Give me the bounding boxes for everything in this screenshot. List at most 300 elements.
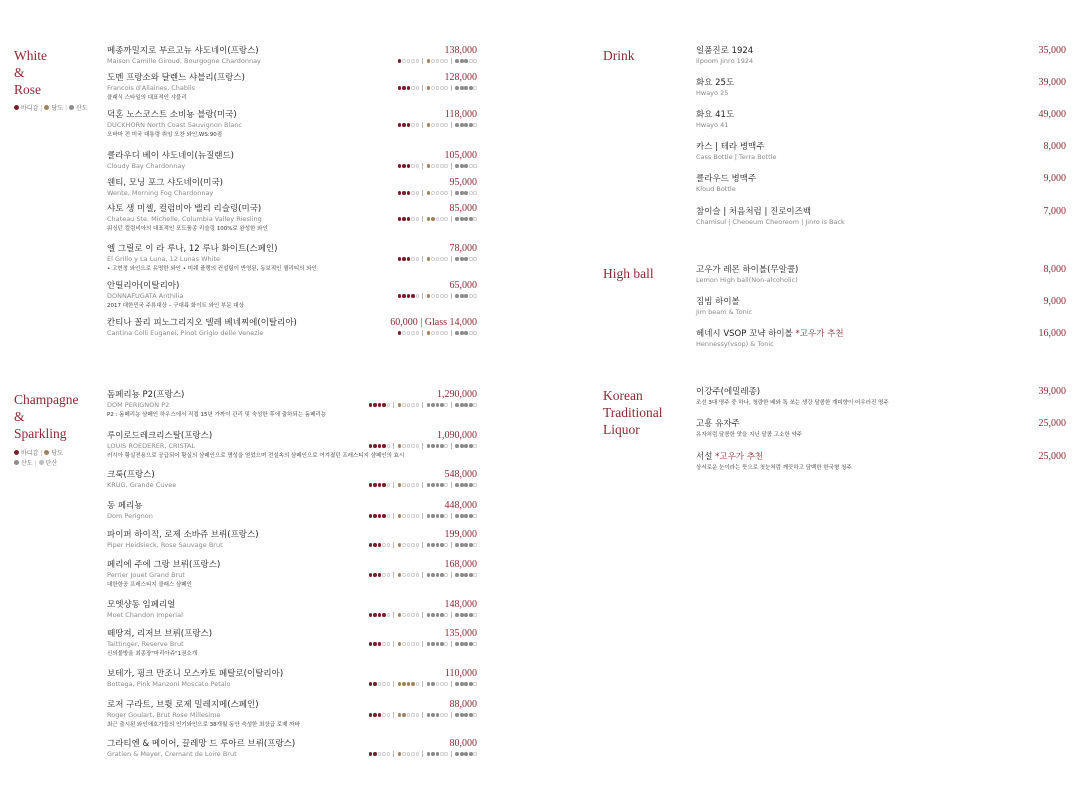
rating-dot: [460, 86, 464, 90]
item-name: [107, 244, 477, 255]
item-english-name: Cass Bottle | Terra Bottle: [696, 153, 777, 161]
rating-dot: [444, 713, 448, 717]
rating-dot: [460, 217, 464, 221]
rating-dot: [407, 331, 411, 335]
rating-dot: [473, 682, 477, 686]
rating-dot: [436, 164, 440, 168]
rating-dot: [431, 543, 435, 547]
rating-dot: [440, 86, 444, 90]
rating-dot: [411, 752, 415, 756]
rating-separator: [422, 641, 423, 647]
legend-separator: |: [65, 105, 68, 112]
rating-dot: [473, 257, 477, 261]
rating-dot: [398, 543, 402, 547]
rating-dot: [431, 514, 435, 518]
rating-dot: [427, 613, 431, 617]
menu-item: [107, 739, 477, 759]
item-price: 105,000: [444, 150, 477, 161]
rating-dot: [444, 444, 448, 448]
rating-dot: [402, 514, 406, 518]
rating-dot: [382, 713, 386, 717]
item-price: 448,000: [444, 500, 477, 511]
rating-dot: [440, 642, 444, 646]
rating-dot: [464, 682, 468, 686]
rating-separator: [393, 443, 394, 449]
rating-separator: [451, 293, 452, 299]
rating-dot: [402, 613, 406, 617]
rating-separator: [451, 443, 452, 449]
item-name-text: 카스 | 테라 병맥주: [696, 142, 765, 152]
rating-separator: [451, 681, 452, 687]
rating-dot: [427, 123, 431, 127]
item-name-text: 클라우드 병맥주: [696, 174, 757, 184]
item-name: [107, 560, 477, 571]
legend-label: 산도: [76, 105, 88, 112]
rating-dot: [411, 123, 415, 127]
rating-dot: [460, 444, 464, 448]
rating-dot: [382, 543, 386, 547]
rating-dot: [402, 123, 406, 127]
rating-dot: [407, 682, 411, 686]
item-price: 110,000: [444, 668, 477, 679]
rating-dot: [416, 642, 420, 646]
menu-item: [107, 600, 477, 620]
rating-dot: [460, 642, 464, 646]
rating-dot: [373, 514, 377, 518]
item-name: [696, 265, 1066, 276]
rating-dot: [455, 514, 459, 518]
menu-item: [696, 174, 1066, 194]
item-name-text: 보테가, 핑크 만조니 모스카토 페탈로(이탈리아): [107, 669, 284, 679]
rating-dot: [473, 514, 477, 518]
item-english-name: Francois d'Allaines, Chablis: [107, 84, 196, 92]
rating-dot: [469, 86, 473, 90]
rating-dots: [397, 58, 477, 64]
rating-dot: [469, 123, 473, 127]
rating-dots: [397, 216, 477, 222]
rating-dot: [460, 573, 464, 577]
rating-dot: [440, 294, 444, 298]
rating-dot: [378, 514, 382, 518]
item-name: [107, 110, 477, 121]
item-name-text: 떼땅져, 리저브 브뤼(프랑스): [107, 629, 213, 639]
menu-item: [696, 452, 1066, 473]
rating-dots: [368, 681, 477, 687]
item-name-text: 화요 25도: [696, 78, 735, 88]
rating-separator: [422, 293, 423, 299]
rating-dot: [411, 483, 415, 487]
rating-dot: [436, 331, 440, 335]
rating-dot: [436, 444, 440, 448]
rating-dot: [398, 164, 402, 168]
rating-dot: [431, 403, 435, 407]
item-name-text: 고흥 유자주: [696, 419, 740, 429]
item-name: [107, 470, 477, 481]
rating-dot: [411, 164, 415, 168]
rating-dot: [416, 483, 420, 487]
rating-dot: [431, 713, 435, 717]
rating-dot: [469, 444, 473, 448]
rating-dot: [473, 403, 477, 407]
item-name: [107, 281, 477, 292]
rating-dot: [427, 294, 431, 298]
rating-dot: [402, 444, 406, 448]
item-price: 1,090,000: [437, 430, 477, 441]
rating-dot: [402, 59, 406, 63]
rating-dot: [444, 123, 448, 127]
rating-dot: [427, 642, 431, 646]
rating-dots: [368, 482, 477, 488]
rating-dot: [431, 613, 435, 617]
rating-dot: [387, 573, 391, 577]
rating-dot: [416, 543, 420, 547]
rating-dot: [431, 59, 435, 63]
rating-dot: [407, 403, 411, 407]
rating-dot: [378, 713, 382, 717]
rating-dot: [431, 331, 435, 335]
item-name-text: 메종까밀지로 부르고뉴 샤도네이(프랑스): [107, 46, 259, 56]
rating-dot: [398, 613, 402, 617]
rating-dot: [455, 682, 459, 686]
rating-dot: [402, 257, 406, 261]
rating-dot: [407, 294, 411, 298]
rating-dot: [378, 573, 382, 577]
section-title-korean-traditional-liquor: Korean Traditional Liquor: [603, 388, 663, 437]
recommend-tag: *고우가 추천: [715, 452, 764, 462]
rating-dot: [416, 514, 420, 518]
rating-dot: [431, 444, 435, 448]
rating-dot: [407, 573, 411, 577]
item-price: 25,000: [1038, 418, 1066, 429]
rating-dot: [436, 752, 440, 756]
item-name: [107, 204, 477, 215]
item-price: 49,000: [1038, 109, 1066, 120]
legend-dot: [14, 105, 19, 110]
item-english-name: Piper Heidsieck, Rose Sauvage Brut: [107, 541, 223, 549]
item-description: 조선 3대 명주 중 하나, 청량한 배와 톡 쏘는 생강 달콤한 계피향이 어우러진 명주: [696, 400, 889, 406]
menu-item: [107, 629, 477, 659]
section-title-white-rose: White & Rose: [14, 48, 47, 97]
item-name-text: 모엣샹동 임페리얼: [107, 600, 176, 610]
rating-dot: [440, 573, 444, 577]
rating-dot: [431, 483, 435, 487]
rating-dot: [407, 257, 411, 261]
rating-dot: [469, 713, 473, 717]
item-description: P2 : 돔페리뇽 샴페인 하우스에서 직접 15년 가까이 관리 및 숙성한 후에 출하되는 돔페리뇽: [107, 412, 327, 418]
item-price: 35,000: [1038, 45, 1066, 56]
rating-dot: [398, 403, 402, 407]
rating-dot: [464, 514, 468, 518]
rating-dot: [407, 217, 411, 221]
rating-dots: [368, 513, 477, 519]
rating-dot: [387, 682, 391, 686]
rating-dot: [378, 613, 382, 617]
item-name-text: 샤토 생 미셸, 컬럼비아 밸리 리슬링(미국): [107, 204, 262, 214]
rating-dot: [469, 543, 473, 547]
rating-dot: [407, 713, 411, 717]
rating-dot: [469, 403, 473, 407]
rating-dot: [398, 444, 402, 448]
rating-dot: [382, 682, 386, 686]
menu-item: [107, 390, 477, 420]
rating-dot: [464, 294, 468, 298]
rating-dot: [464, 217, 468, 221]
rating-dot: [473, 191, 477, 195]
rating-dot: [460, 713, 464, 717]
rating-dot: [444, 86, 448, 90]
rating-dot: [464, 123, 468, 127]
rating-dots: [368, 572, 477, 578]
rating-dot: [464, 543, 468, 547]
rating-dot: [387, 543, 391, 547]
rating-dot: [431, 257, 435, 261]
rating-dot: [369, 483, 373, 487]
item-price: 1,290,000: [437, 389, 477, 400]
menu-item: [107, 318, 477, 338]
rating-dot: [444, 257, 448, 261]
menu-item: [696, 329, 1066, 349]
item-name-text: 화요 41도: [696, 110, 735, 120]
rating-legend: [14, 449, 74, 469]
rating-dot: [469, 217, 473, 221]
rating-dot: [455, 483, 459, 487]
rating-dot: [369, 403, 373, 407]
item-price: 39,000: [1038, 386, 1066, 397]
rating-separator: [422, 85, 423, 91]
rating-dot: [469, 752, 473, 756]
rating-dot: [427, 682, 431, 686]
item-price: 60,000 | Glass 14,000: [390, 317, 477, 328]
item-description: • 고현정 와인으로 유명한 와인 • 미쉐 플랭의 컨설팅이 반영된, 동보적인 퀄리티의 와인: [107, 266, 317, 272]
rating-dot: [427, 164, 431, 168]
rating-dot: [411, 217, 415, 221]
rating-dot: [427, 573, 431, 577]
rating-separator: [393, 402, 394, 408]
rating-dot: [411, 682, 415, 686]
rating-dot: [416, 191, 420, 195]
rating-dot: [436, 483, 440, 487]
item-english-name: Jim beam & Tonic: [696, 308, 753, 316]
rating-dot: [373, 543, 377, 547]
rating-dot: [464, 331, 468, 335]
rating-dots: [397, 122, 477, 128]
rating-dot: [407, 123, 411, 127]
rating-dot: [398, 191, 402, 195]
rating-dot: [431, 642, 435, 646]
rating-separator: [422, 712, 423, 718]
item-english-name: Cantina Colli Euganei, Pinot Grigio delle Venezie: [107, 329, 264, 337]
item-english-name: El Grillo y La Luna, 12 Lunas White: [107, 255, 221, 263]
rating-dot: [369, 514, 373, 518]
item-price: 95,000: [449, 177, 477, 188]
rating-dot: [440, 613, 444, 617]
rating-dot: [464, 642, 468, 646]
rating-dots: [397, 330, 477, 336]
legend-label: 탄산: [45, 460, 58, 467]
item-description: 최근 출시된 와인애호가들의 인기와인으로 38개월 동안 숙성한 최상급 로제 까바: [107, 722, 300, 728]
rating-dot: [416, 257, 420, 261]
rating-dot: [455, 59, 459, 63]
rating-dot: [431, 682, 435, 686]
rating-dot: [402, 543, 406, 547]
rating-dot: [373, 573, 377, 577]
rating-separator: [422, 163, 423, 169]
rating-dot: [398, 217, 402, 221]
rating-dot: [378, 483, 382, 487]
item-name: [696, 142, 1066, 153]
rating-separator: [451, 402, 452, 408]
item-price: 88,000: [449, 699, 477, 710]
rating-dot: [398, 514, 402, 518]
item-price: 148,000: [444, 599, 477, 610]
rating-dot: [369, 573, 373, 577]
rating-dot: [440, 752, 444, 756]
rating-dot: [460, 123, 464, 127]
rating-dot: [455, 257, 459, 261]
rating-dot: [464, 573, 468, 577]
rating-dot: [436, 573, 440, 577]
rating-dot: [398, 483, 402, 487]
rating-separator: [422, 681, 423, 687]
rating-dot: [444, 191, 448, 195]
rating-dot: [382, 483, 386, 487]
item-description: 워싱턴 컬럼비아의 대표적인 포도품종 리슬링 100%로 완성한 와인: [107, 226, 268, 232]
item-price: 80,000: [449, 738, 477, 749]
rating-dot: [469, 331, 473, 335]
rating-dot: [398, 752, 402, 756]
rating-dot: [411, 257, 415, 261]
menu-item: [696, 265, 1066, 285]
rating-dots: [397, 256, 477, 262]
rating-dot: [460, 331, 464, 335]
rating-separator: [393, 612, 394, 618]
rating-dot: [464, 257, 468, 261]
legend-dot: [14, 450, 19, 455]
rating-dot: [440, 123, 444, 127]
rating-separator: [422, 216, 423, 222]
rating-dot: [469, 191, 473, 195]
item-name-text: 헤네시 VSOP 꼬냑 하이볼: [696, 329, 796, 339]
rating-dot: [378, 403, 382, 407]
legend-dot: [14, 460, 19, 465]
rating-dot: [431, 164, 435, 168]
rating-dot: [460, 543, 464, 547]
rating-dot: [427, 217, 431, 221]
item-english-name: Wente, Morning Fog Chardonnay: [107, 189, 214, 197]
rating-dot: [411, 642, 415, 646]
item-name-text: 크룩(프랑스): [107, 470, 155, 480]
item-name-text: 루이로드레크리스탈(프랑스): [107, 431, 213, 441]
rating-dot: [398, 573, 402, 577]
rating-separator: [393, 641, 394, 647]
rating-dot: [416, 713, 420, 717]
rating-separator: [393, 681, 394, 687]
rating-dot: [416, 331, 420, 335]
rating-dot: [460, 752, 464, 756]
item-name: [696, 78, 1066, 89]
rating-dot: [469, 682, 473, 686]
rating-dot: [411, 191, 415, 195]
rating-dot: [444, 682, 448, 686]
rating-dot: [402, 331, 406, 335]
rating-dot: [469, 257, 473, 261]
item-english-name: LOUIS ROEDERER, CRISTAL: [107, 442, 196, 450]
item-english-name: Hennessy(vsop) & Tonic: [696, 340, 774, 348]
item-english-name: Bottega, Pink Manzoni Moscato Petalo: [107, 680, 231, 688]
item-name: [107, 46, 477, 57]
item-price: 128,000: [444, 72, 477, 83]
menu-item: [107, 560, 477, 590]
rating-dot: [378, 642, 382, 646]
item-name: [107, 431, 477, 442]
rating-dot: [473, 613, 477, 617]
rating-dot: [444, 59, 448, 63]
rating-dot: [436, 613, 440, 617]
menu-item: [107, 151, 477, 171]
rating-separator: [422, 58, 423, 64]
rating-dot: [398, 257, 402, 261]
rating-dot: [440, 682, 444, 686]
item-name: [107, 629, 477, 640]
rating-dot: [473, 752, 477, 756]
rating-separator: [422, 572, 423, 578]
rating-legend: [14, 104, 88, 114]
rating-dot: [416, 217, 420, 221]
rating-dot: [440, 444, 444, 448]
rating-separator: [393, 572, 394, 578]
item-price: 548,000: [444, 469, 477, 480]
menu-item: [696, 110, 1066, 130]
rating-dot: [402, 294, 406, 298]
item-english-name: Chateau Ste. Michelle, Columbia Valley Riesling: [107, 215, 262, 223]
rating-dot: [469, 164, 473, 168]
legend-label: 바디감: [21, 450, 39, 457]
item-price: 199,000: [444, 529, 477, 540]
rating-dot: [416, 164, 420, 168]
rating-dot: [407, 444, 411, 448]
rating-dots: [368, 402, 477, 408]
rating-dot: [416, 403, 420, 407]
rating-dot: [416, 752, 420, 756]
rating-dot: [398, 682, 402, 686]
rating-dot: [444, 164, 448, 168]
rating-dot: [460, 294, 464, 298]
rating-dot: [382, 613, 386, 617]
rating-dot: [440, 483, 444, 487]
rating-separator: [422, 542, 423, 548]
item-english-name: DONNAFUGATA Anthilia: [107, 292, 184, 300]
item-description: 러시아 황실전용으로 공급되어 황실의 샴페인으로 명성을 얻었으며 전설속의 샴페인으로 여겨졌던 프레스티지 샴페인의 효시: [107, 453, 405, 459]
rating-dot: [460, 257, 464, 261]
rating-dot: [427, 752, 431, 756]
rating-separator: [422, 122, 423, 128]
rating-dot: [387, 713, 391, 717]
item-english-name: KRUG, Grande Cuvee: [107, 481, 177, 489]
rating-dot: [373, 642, 377, 646]
rating-dot: [431, 123, 435, 127]
rating-dot: [440, 164, 444, 168]
rating-dot: [440, 543, 444, 547]
rating-dot: [460, 483, 464, 487]
rating-dot: [440, 713, 444, 717]
rating-dot: [402, 217, 406, 221]
rating-dot: [416, 59, 420, 63]
rating-dot: [473, 217, 477, 221]
rating-dot: [373, 613, 377, 617]
rating-separator: [393, 513, 394, 519]
item-price: 8,000: [1043, 141, 1066, 152]
rating-dot: [427, 86, 431, 90]
